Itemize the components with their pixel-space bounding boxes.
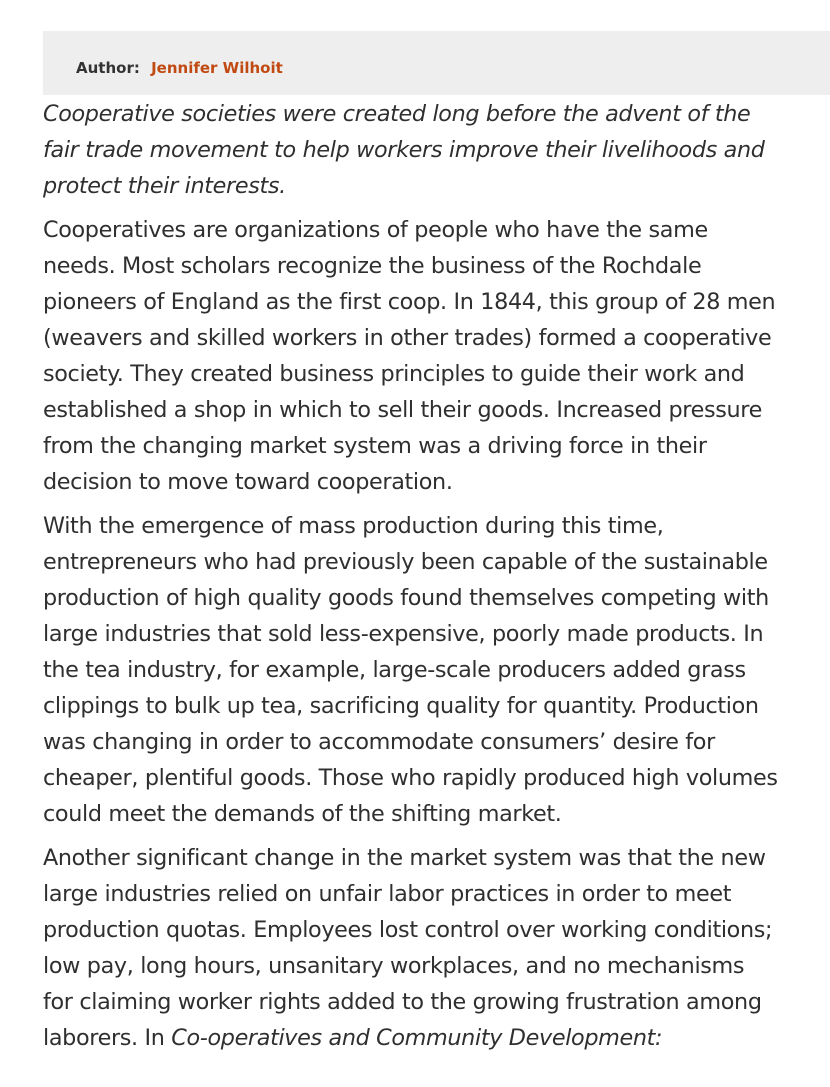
paragraph-line: clippings to bulk up tea, sacrificing quality for quantity. Production	[43, 693, 759, 719]
article-lede	[43, 96, 830, 204]
paragraph-3	[43, 840, 830, 1056]
lede-line: protect their interests.	[43, 173, 286, 199]
paragraph-line-last	[43, 1020, 830, 1056]
paragraph-line: decision to move toward cooperation.	[43, 469, 453, 495]
paragraph-line: Another significant change in the market system was that the new	[43, 845, 766, 871]
paragraph-line: production quotas. Employees lost control over working conditions;	[43, 917, 773, 943]
paragraph-line: With the emergence of mass production during this time,	[43, 513, 664, 539]
lede-line: Cooperative societies were created long before the advent of the	[43, 101, 751, 127]
paragraph-line: established a shop in which to sell their goods. Increased pressure	[43, 397, 762, 423]
lede-line: fair trade movement to help workers improve their livelihoods and	[43, 137, 765, 163]
paragraph-1	[43, 212, 830, 500]
book-title: Co-operatives and Community Development:	[171, 1025, 663, 1051]
paragraph-line: needs. Most scholars recognize the business of the Rochdale	[43, 253, 702, 279]
paragraph-2	[43, 508, 830, 832]
paragraph-line: was changing in order to accommodate consumers’ desire for	[43, 729, 715, 755]
paragraph-line: low pay, long hours, unsanitary workplaces, and no mechanisms	[43, 953, 745, 979]
paragraph-line: entrepreneurs who had previously been capable of the sustainable	[43, 549, 768, 575]
paragraph-line: production of high quality goods found themselves competing with	[43, 585, 769, 611]
paragraph-line: pioneers of England as the first coop. In 1844, this group of 28 men	[43, 289, 776, 315]
paragraph-line: could meet the demands of the shifting market.	[43, 801, 562, 827]
paragraph-text: laborers. In	[43, 1025, 172, 1051]
paragraph-line: large industries that sold less-expensive, poorly made products. In	[43, 621, 764, 647]
article-body	[43, 96, 830, 1064]
paragraph-line: large industries relied on unfair labor practices in order to meet	[43, 881, 732, 907]
paragraph-line: cheaper, plentiful goods. Those who rapidly produced high volumes	[43, 765, 778, 791]
author-box	[43, 31, 830, 95]
paragraph-line: society. They created business principles to guide their work and	[43, 361, 745, 387]
author-line	[76, 59, 283, 77]
paragraph-line: for claiming worker rights added to the growing frustration among	[43, 989, 762, 1015]
paragraph-line: Cooperatives are organizations of people who have the same	[43, 217, 708, 243]
paragraph-line: from the changing market system was a driving force in their	[43, 433, 707, 459]
author-label: Author:	[76, 59, 140, 77]
paragraph-line: (weavers and skilled workers in other trades) formed a cooperative	[43, 325, 772, 351]
paragraph-line: the tea industry, for example, large-scale producers added grass	[43, 657, 746, 683]
author-name-link[interactable]: Jennifer Wilhoit	[151, 59, 283, 77]
